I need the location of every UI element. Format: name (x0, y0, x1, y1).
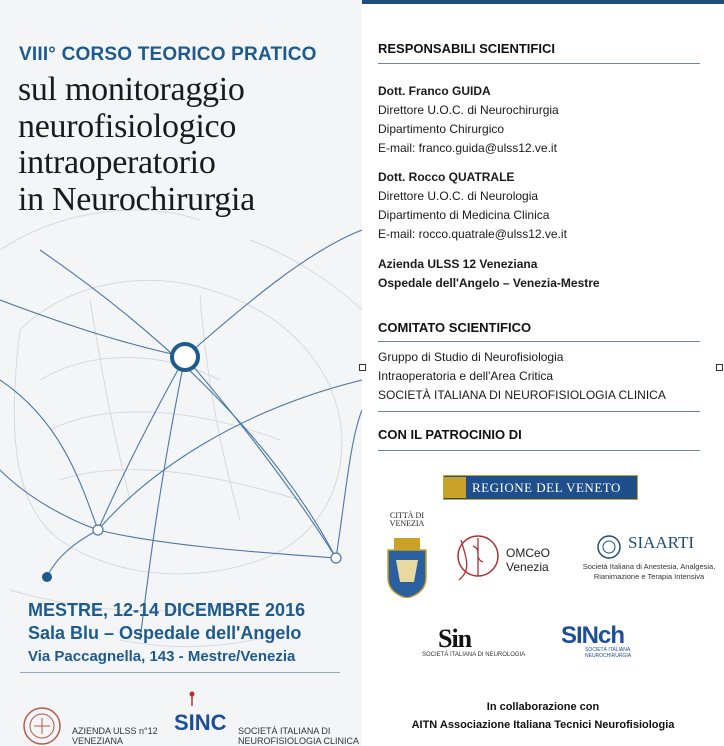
network-node (331, 553, 341, 563)
person-role: Direttore U.O.C. di Neurochirurgia (378, 103, 559, 117)
sinc-label: SOCIETÀ ITALIANA DI NEUROFISIOLOGIA CLINICA (238, 726, 360, 746)
organization (378, 255, 600, 293)
divider (378, 63, 700, 64)
collab-intro: In collaborazione con (486, 701, 600, 713)
responsabili-heading: RESPONSABILI SCIENTIFICI (378, 41, 555, 56)
person-dept: Dipartimento di Medicina Clinica (378, 208, 550, 222)
person-email[interactable]: E-mail: rocco.quatrale@ulss12.ve.it (378, 227, 567, 241)
person-name: Dott. Rocco QUATRALE (378, 170, 515, 184)
siaarti-label: SIAARTI (628, 533, 695, 552)
sin-logo: Sin (438, 624, 472, 653)
course-title (18, 72, 255, 219)
lion-crest-icon (444, 477, 466, 498)
org-line: Ospedale dell'Angelo – Venezia-Mestre (378, 276, 600, 290)
comitato-line: Gruppo di Studio di Neurofisiologia (378, 350, 564, 364)
comitato-line: Intraoperatoria e dell'Area Critica (378, 369, 554, 383)
org-line: Azienda ULSS 12 Veneziana (378, 257, 538, 271)
comitato-list (378, 348, 666, 405)
course-title-line: neurofisiologico (18, 107, 237, 145)
omceo-label: OMCeO Venezia (506, 546, 551, 574)
divider (20, 672, 340, 673)
course-kicker: VIII° CORSO TEORICO PRATICO (19, 44, 317, 65)
comitato-heading: COMITATO SCIENTIFICO (378, 320, 532, 335)
network-node-dot (42, 572, 52, 582)
comitato-line: SOCIETÀ ITALIANA DI NEUROFISIOLOGIA CLINICA (378, 388, 666, 402)
patrocinio-heading: CON IL PATROCINIO DI (378, 427, 522, 442)
course-title-line: intraoperatorio (18, 144, 216, 182)
sinch-subtitle: SOCIETÀ ITALIANA NEUROCHIRURGIA (585, 647, 632, 659)
regione-veneto-label: REGIONE DEL VENETO (472, 479, 621, 495)
ulss-label: AZIENDA ULSS n°12 VENEZIANA (72, 726, 158, 746)
regione-veneto-logo (443, 475, 638, 500)
person-name: Dott. Franco GUIDA (378, 84, 491, 98)
person-email[interactable]: E-mail: franco.guida@ulss12.ve.it (378, 141, 557, 155)
divider (378, 341, 700, 342)
event-date: MESTRE, 12-14 DICEMBRE 2016 (28, 600, 306, 620)
person-guida (378, 82, 559, 158)
crop-marker (716, 364, 723, 371)
course-title-line: in Neurochirurgia (18, 181, 255, 219)
siaarti-logo-icon (596, 534, 622, 560)
event-location (28, 600, 305, 665)
network-node-large (172, 344, 198, 370)
siaarti-subtitle: Società Italiana di Anestesia, Analgesia, Rianimazione e Terapia Intensiva (582, 562, 716, 581)
person-dept: Dipartimento Chirurgico (378, 122, 505, 136)
sinc-mark: SINC (174, 710, 227, 735)
info-panel (362, 0, 724, 746)
divider (378, 450, 700, 451)
event-address: Via Paccagnella, 143 - Mestre/Venezia (28, 648, 296, 665)
sin-subtitle: SOCIETÀ ITALIANA DI NEUROLOGIA (422, 652, 526, 658)
venezia-label: CITTÀ DI VENEZIA (389, 511, 425, 528)
crop-marker (359, 364, 366, 371)
omceo-logo-icon (451, 530, 505, 582)
network-node (93, 525, 103, 535)
collab-partner: AITN Associazione Italiana Tecnici Neurofisiologia (411, 719, 675, 731)
sinch-logo: SINch (561, 622, 625, 649)
divider (378, 411, 700, 412)
event-venue: Sala Blu – Ospedale dell'Angelo (28, 623, 302, 643)
sinc-logo-icon (172, 690, 234, 740)
ulss-logo-icon (22, 706, 62, 746)
person-role: Direttore U.O.C. di Neurologia (378, 189, 539, 203)
person-quatrale (378, 168, 567, 244)
course-title-line: sul monitoraggio (18, 71, 245, 108)
